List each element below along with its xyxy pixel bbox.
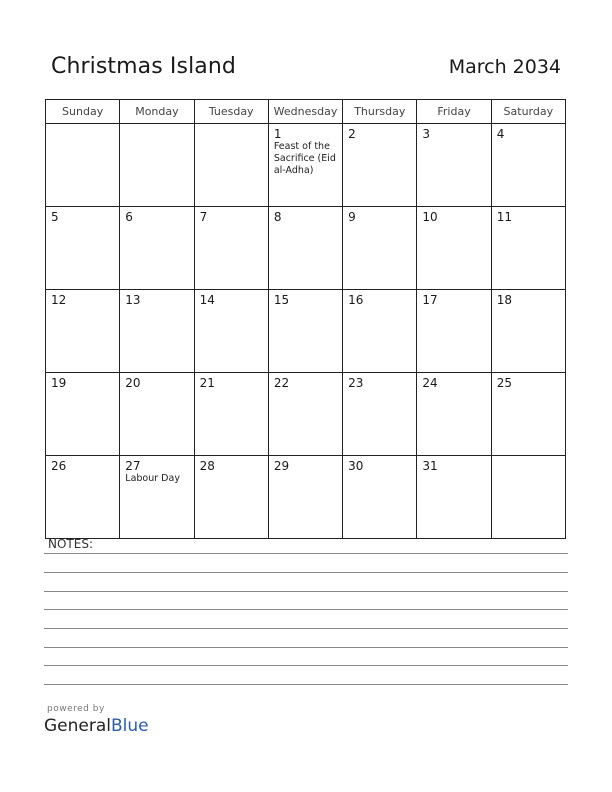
- day-number: 31: [422, 459, 438, 473]
- holiday-label: Feast of the Sacrifice (Eid al-Adha): [273, 141, 336, 176]
- day-number: 6: [125, 210, 133, 224]
- day-cell: [268, 456, 342, 539]
- week-row: [46, 207, 566, 290]
- generalblue-logo[interactable]: [44, 716, 149, 736]
- day-number: 5: [51, 210, 59, 224]
- day-number: 10: [422, 210, 438, 224]
- notes-line: [44, 591, 568, 592]
- day-number: 2: [348, 127, 356, 141]
- day-cell: [491, 207, 565, 290]
- day-cell: [268, 124, 342, 207]
- day-number: 28: [199, 459, 215, 473]
- weekday-tuesday: Tuesday: [194, 100, 268, 124]
- day-cell: [120, 124, 194, 207]
- week-row: [46, 124, 566, 207]
- week-row: [46, 373, 566, 456]
- day-cell: [417, 373, 491, 456]
- day-number: 24: [422, 376, 438, 390]
- day-cell: [343, 124, 417, 207]
- day-number: 11: [496, 210, 512, 224]
- weekday-wednesday: Wednesday: [268, 100, 342, 124]
- country-title: Christmas Island: [51, 54, 236, 79]
- day-cell: [194, 373, 268, 456]
- day-number: 27: [125, 459, 141, 473]
- day-number: 30: [348, 459, 364, 473]
- day-cell: [120, 456, 194, 539]
- notes-line: [44, 609, 568, 610]
- week-row: [46, 290, 566, 373]
- day-cell: [491, 456, 565, 539]
- day-number: 12: [51, 293, 67, 307]
- brand-general: General: [44, 716, 111, 736]
- day-number: 23: [348, 376, 364, 390]
- notes-line: [44, 553, 568, 554]
- day-cell: [46, 290, 120, 373]
- day-cell: [343, 207, 417, 290]
- day-cell: [491, 373, 565, 456]
- day-cell: [46, 456, 120, 539]
- day-cell: [120, 373, 194, 456]
- day-number: 8: [273, 210, 282, 224]
- weekday-thursday: Thursday: [343, 100, 417, 124]
- day-cell: [343, 290, 417, 373]
- day-cell: [268, 207, 342, 290]
- day-cell: [194, 456, 268, 539]
- day-number: 14: [199, 293, 215, 307]
- day-cell: [417, 290, 491, 373]
- notes-line: [44, 572, 568, 573]
- day-number: 18: [496, 293, 512, 307]
- day-number: 21: [199, 376, 215, 390]
- weekday-saturday: Saturday: [491, 100, 565, 124]
- day-number: 3: [422, 127, 431, 141]
- day-number: 20: [125, 376, 141, 390]
- brand-blue: Blue: [111, 716, 149, 736]
- day-number: 4: [496, 127, 505, 141]
- day-number: 25: [496, 376, 512, 390]
- day-number: 22: [273, 376, 290, 390]
- month-year-title: March 2034: [448, 56, 561, 78]
- day-cell: [417, 124, 491, 207]
- day-number: 29: [273, 459, 290, 473]
- day-number: 7: [199, 210, 208, 224]
- notes-line: [44, 628, 568, 629]
- holiday-label: Labour Day: [125, 473, 180, 484]
- weekday-monday: Monday: [120, 100, 194, 124]
- calendar-grid: [45, 99, 566, 539]
- day-cell: [194, 207, 268, 290]
- day-cell: [120, 207, 194, 290]
- day-number: 26: [51, 459, 67, 473]
- week-row: [46, 456, 566, 539]
- notes-line: [44, 647, 568, 648]
- powered-by-text: powered by: [47, 704, 105, 714]
- day-cell: [46, 124, 120, 207]
- day-cell: [194, 290, 268, 373]
- day-number: 15: [273, 293, 290, 307]
- notes-line: [44, 665, 568, 666]
- day-number: 17: [422, 293, 438, 307]
- day-cell: [491, 124, 565, 207]
- notes-label: NOTES:: [48, 537, 93, 551]
- day-number: 16: [348, 293, 364, 307]
- notes-line: [44, 684, 568, 685]
- day-cell: [417, 456, 491, 539]
- weekday-sunday: Sunday: [46, 100, 120, 124]
- weekday-header-row: [46, 100, 566, 124]
- day-cell: [268, 373, 342, 456]
- day-number: 1: [273, 127, 282, 141]
- day-cell: [46, 373, 120, 456]
- day-cell: [491, 290, 565, 373]
- day-cell: [343, 373, 417, 456]
- day-cell: [268, 290, 342, 373]
- day-cell: [46, 207, 120, 290]
- day-cell: [417, 207, 491, 290]
- day-cell: [343, 456, 417, 539]
- day-cell: [194, 124, 268, 207]
- day-number: 19: [51, 376, 67, 390]
- day-number: 9: [348, 210, 356, 224]
- day-cell: [120, 290, 194, 373]
- day-number: 13: [125, 293, 141, 307]
- weekday-friday: Friday: [417, 100, 491, 124]
